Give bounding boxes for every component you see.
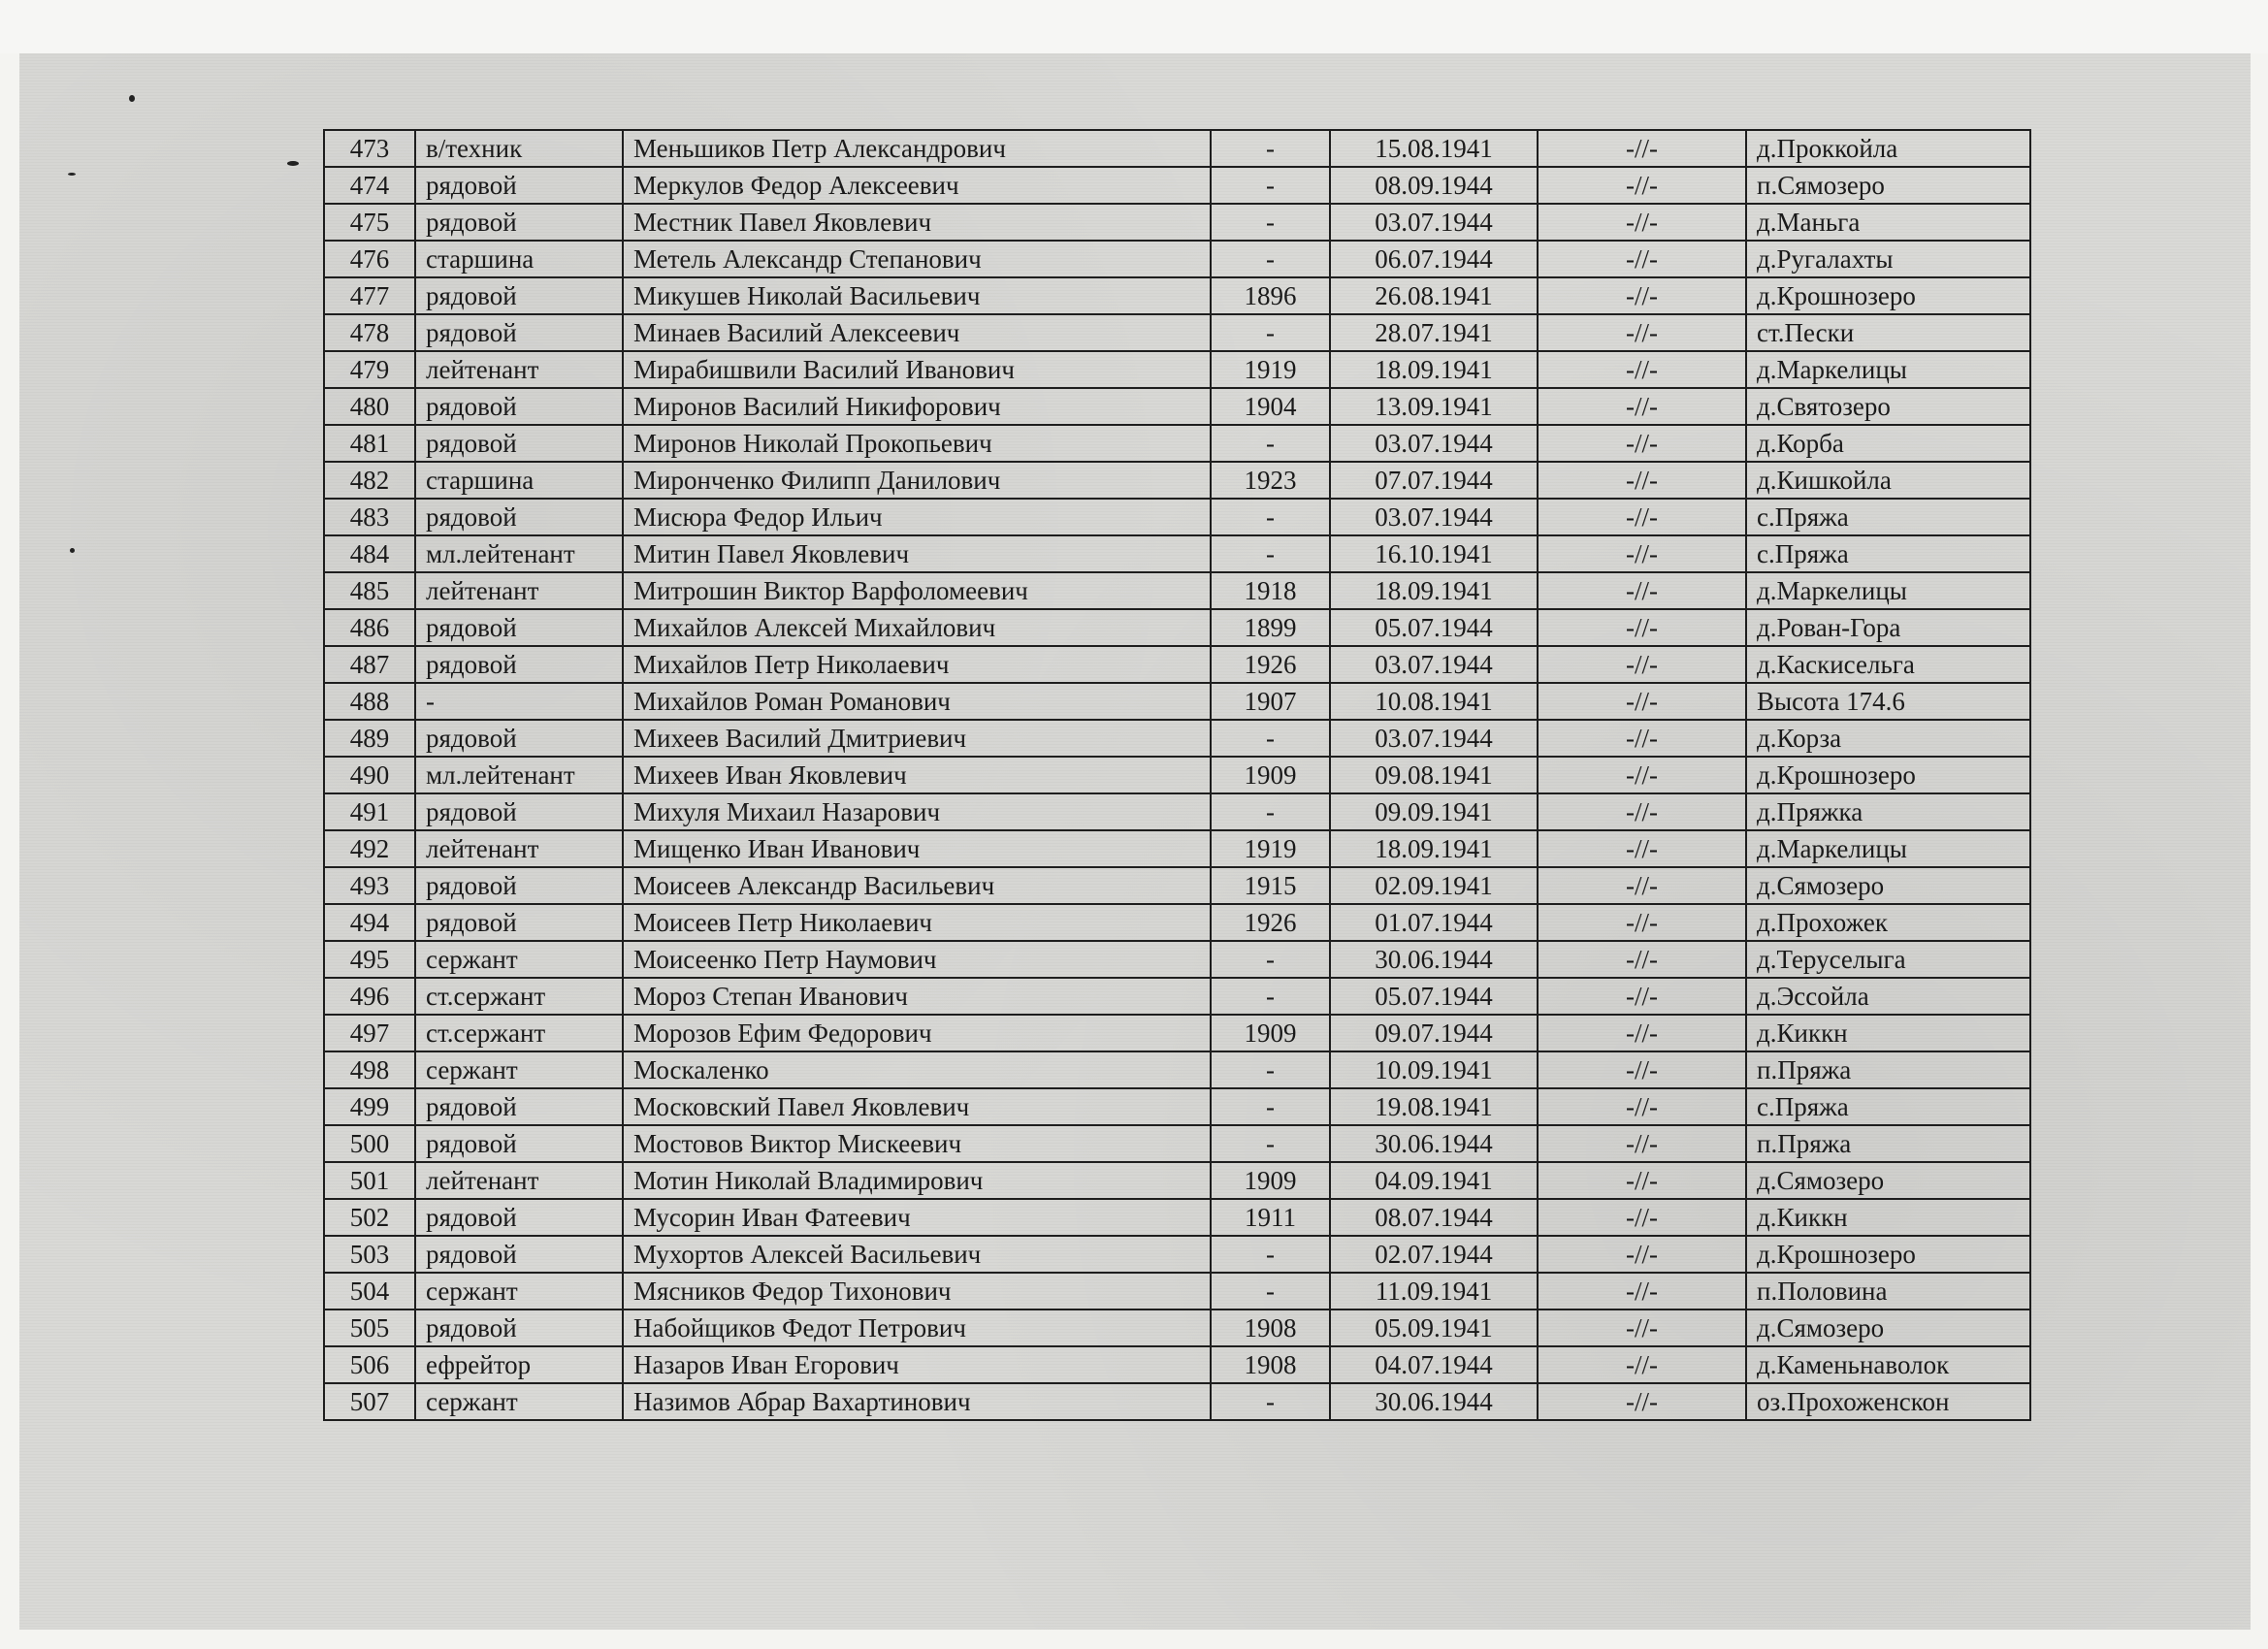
table-row — [324, 720, 2030, 757]
military-rank-cell: сержант — [415, 1273, 623, 1310]
ditto-mark-cell: -//- — [1538, 130, 1746, 167]
table-row — [324, 1383, 2030, 1420]
birth-year-cell: 1915 — [1211, 867, 1330, 904]
full-name-cell: Назимов Абрар Вахартинович — [623, 1383, 1211, 1420]
full-name-cell: Мисюра Федор Ильич — [623, 499, 1211, 535]
scan-top-margin — [0, 0, 2268, 53]
death-date-cell: 05.09.1941 — [1330, 1310, 1538, 1346]
military-rank-cell: рядовой — [415, 167, 623, 204]
record-number-cell: 504 — [324, 1273, 415, 1310]
military-rank-cell: ефрейтор — [415, 1346, 623, 1383]
table-row — [324, 204, 2030, 241]
table-row — [324, 757, 2030, 793]
table-row — [324, 572, 2030, 609]
ditto-mark-cell: -//- — [1538, 867, 1746, 904]
scan-speck — [287, 161, 299, 166]
table-row — [324, 351, 2030, 388]
table-row — [324, 978, 2030, 1015]
burial-place-cell: д.Сямозеро — [1746, 1310, 2030, 1346]
death-date-cell: 18.09.1941 — [1330, 830, 1538, 867]
table-row — [324, 793, 2030, 830]
burial-place-cell: ст.Пески — [1746, 314, 2030, 351]
burial-place-cell: оз.Прохоженскон — [1746, 1383, 2030, 1420]
military-rank-cell: в/техник — [415, 130, 623, 167]
full-name-cell: Миронов Василий Никифорович — [623, 388, 1211, 425]
death-date-cell: 09.08.1941 — [1330, 757, 1538, 793]
ditto-mark-cell: -//- — [1538, 683, 1746, 720]
scan-speck — [129, 95, 135, 102]
military-rank-cell: лейтенант — [415, 351, 623, 388]
burial-place-cell: д.Маркелицы — [1746, 351, 2030, 388]
burial-place-cell: п.Сямозеро — [1746, 167, 2030, 204]
military-rank-cell: сержант — [415, 941, 623, 978]
record-number-cell: 494 — [324, 904, 415, 941]
ditto-mark-cell: -//- — [1538, 204, 1746, 241]
record-number-cell: 480 — [324, 388, 415, 425]
full-name-cell: Мусорин Иван Фатеевич — [623, 1199, 1211, 1236]
death-date-cell: 01.07.1944 — [1330, 904, 1538, 941]
birth-year-cell: 1923 — [1211, 462, 1330, 499]
record-number-cell: 503 — [324, 1236, 415, 1273]
military-rank-cell: рядовой — [415, 314, 623, 351]
death-date-cell: 19.08.1941 — [1330, 1088, 1538, 1125]
birth-year-cell: 1899 — [1211, 609, 1330, 646]
ditto-mark-cell: -//- — [1538, 1051, 1746, 1088]
ditto-mark-cell: -//- — [1538, 1088, 1746, 1125]
full-name-cell: Мороз Степан Иванович — [623, 978, 1211, 1015]
full-name-cell: Михайлов Роман Романович — [623, 683, 1211, 720]
birth-year-cell: 1926 — [1211, 904, 1330, 941]
burial-place-cell: д.Святозеро — [1746, 388, 2030, 425]
death-date-cell: 03.07.1944 — [1330, 204, 1538, 241]
military-rank-cell: рядовой — [415, 867, 623, 904]
burial-place-cell: д.Корба — [1746, 425, 2030, 462]
table-row — [324, 1310, 2030, 1346]
death-date-cell: 13.09.1941 — [1330, 388, 1538, 425]
burial-place-cell: д.Пряжка — [1746, 793, 2030, 830]
ditto-mark-cell: -//- — [1538, 499, 1746, 535]
ditto-mark-cell: -//- — [1538, 978, 1746, 1015]
table-row — [324, 314, 2030, 351]
table-row — [324, 241, 2030, 277]
burial-place-cell: д.Корза — [1746, 720, 2030, 757]
birth-year-cell: - — [1211, 499, 1330, 535]
ditto-mark-cell: -//- — [1538, 1162, 1746, 1199]
birth-year-cell: 1909 — [1211, 1015, 1330, 1051]
record-number-cell: 495 — [324, 941, 415, 978]
ditto-mark-cell: -//- — [1538, 646, 1746, 683]
birth-year-cell: 1919 — [1211, 830, 1330, 867]
record-number-cell: 488 — [324, 683, 415, 720]
military-rank-cell: сержант — [415, 1383, 623, 1420]
military-rank-cell: рядовой — [415, 646, 623, 683]
birth-year-cell: - — [1211, 314, 1330, 351]
burial-place-cell: д.Сямозеро — [1746, 1162, 2030, 1199]
full-name-cell: Меньшиков Петр Александрович — [623, 130, 1211, 167]
table-row — [324, 130, 2030, 167]
military-rank-cell: рядовой — [415, 277, 623, 314]
record-number-cell: 498 — [324, 1051, 415, 1088]
record-number-cell: 497 — [324, 1015, 415, 1051]
birth-year-cell: - — [1211, 241, 1330, 277]
full-name-cell: Мирабишвили Василий Иванович — [623, 351, 1211, 388]
table-row — [324, 904, 2030, 941]
full-name-cell: Мостовов Виктор Мискеевич — [623, 1125, 1211, 1162]
death-date-cell: 02.09.1941 — [1330, 867, 1538, 904]
ditto-mark-cell: -//- — [1538, 1199, 1746, 1236]
table-row — [324, 1015, 2030, 1051]
death-date-cell: 07.07.1944 — [1330, 462, 1538, 499]
birth-year-cell: 1908 — [1211, 1346, 1330, 1383]
table-row — [324, 867, 2030, 904]
full-name-cell: Михеев Василий Дмитриевич — [623, 720, 1211, 757]
burial-place-cell: д.Крошнозеро — [1746, 277, 2030, 314]
birth-year-cell: - — [1211, 535, 1330, 572]
record-number-cell: 473 — [324, 130, 415, 167]
military-rank-cell: рядовой — [415, 904, 623, 941]
ditto-mark-cell: -//- — [1538, 1383, 1746, 1420]
birth-year-cell: - — [1211, 1383, 1330, 1420]
birth-year-cell: 1896 — [1211, 277, 1330, 314]
ditto-mark-cell: -//- — [1538, 793, 1746, 830]
table-row — [324, 1199, 2030, 1236]
burial-place-cell: д.Маньга — [1746, 204, 2030, 241]
record-number-cell: 490 — [324, 757, 415, 793]
record-number-cell: 499 — [324, 1088, 415, 1125]
military-rank-cell: старшина — [415, 241, 623, 277]
death-date-cell: 06.07.1944 — [1330, 241, 1538, 277]
military-rank-cell: рядовой — [415, 388, 623, 425]
record-number-cell: 502 — [324, 1199, 415, 1236]
ditto-mark-cell: -//- — [1538, 1236, 1746, 1273]
record-number-cell: 505 — [324, 1310, 415, 1346]
table-row — [324, 1088, 2030, 1125]
military-rank-cell: рядовой — [415, 1125, 623, 1162]
birth-year-cell: - — [1211, 204, 1330, 241]
ditto-mark-cell: -//- — [1538, 572, 1746, 609]
death-date-cell: 26.08.1941 — [1330, 277, 1538, 314]
burial-place-cell: п.Пряжа — [1746, 1125, 2030, 1162]
military-rank-cell: лейтенант — [415, 572, 623, 609]
record-number-cell: 475 — [324, 204, 415, 241]
ditto-mark-cell: -//- — [1538, 720, 1746, 757]
birth-year-cell: 1904 — [1211, 388, 1330, 425]
birth-year-cell: - — [1211, 793, 1330, 830]
death-date-cell: 04.07.1944 — [1330, 1346, 1538, 1383]
military-rank-cell: ст.сержант — [415, 978, 623, 1015]
table-row — [324, 1273, 2030, 1310]
death-date-cell: 15.08.1941 — [1330, 130, 1538, 167]
full-name-cell: Михайлов Петр Николаевич — [623, 646, 1211, 683]
military-rank-cell: лейтенант — [415, 830, 623, 867]
burial-place-cell: д.Каменьнаволок — [1746, 1346, 2030, 1383]
death-date-cell: 10.08.1941 — [1330, 683, 1538, 720]
military-rank-cell: рядовой — [415, 1088, 623, 1125]
full-name-cell: Назаров Иван Егорович — [623, 1346, 1211, 1383]
burial-place-cell: д.Киккн — [1746, 1015, 2030, 1051]
birth-year-cell: 1926 — [1211, 646, 1330, 683]
ditto-mark-cell: -//- — [1538, 425, 1746, 462]
record-number-cell: 478 — [324, 314, 415, 351]
record-number-cell: 483 — [324, 499, 415, 535]
table-row — [324, 830, 2030, 867]
birth-year-cell: 1908 — [1211, 1310, 1330, 1346]
record-number-cell: 496 — [324, 978, 415, 1015]
burial-place-cell: д.Кишкойла — [1746, 462, 2030, 499]
death-date-cell: 05.07.1944 — [1330, 978, 1538, 1015]
burial-place-cell: д.Киккн — [1746, 1199, 2030, 1236]
death-date-cell: 03.07.1944 — [1330, 425, 1538, 462]
ditto-mark-cell: -//- — [1538, 830, 1746, 867]
burial-place-cell: д.Маркелицы — [1746, 830, 2030, 867]
table-row — [324, 388, 2030, 425]
birth-year-cell: - — [1211, 425, 1330, 462]
full-name-cell: Моисеев Александр Васильевич — [623, 867, 1211, 904]
burial-place-cell: д.Проккойла — [1746, 130, 2030, 167]
full-name-cell: Морозов Ефим Федорович — [623, 1015, 1211, 1051]
full-name-cell: Минаев Василий Алексеевич — [623, 314, 1211, 351]
full-name-cell: Митрошин Виктор Варфоломеевич — [623, 572, 1211, 609]
full-name-cell: Мухортов Алексей Васильевич — [623, 1236, 1211, 1273]
ditto-mark-cell: -//- — [1538, 1273, 1746, 1310]
burial-place-cell: с.Пряжа — [1746, 1088, 2030, 1125]
death-date-cell: 28.07.1941 — [1330, 314, 1538, 351]
death-date-cell: 08.09.1944 — [1330, 167, 1538, 204]
death-date-cell: 03.07.1944 — [1330, 720, 1538, 757]
birth-year-cell: 1918 — [1211, 572, 1330, 609]
military-rank-cell: рядовой — [415, 499, 623, 535]
burial-place-cell: д.Теруселыга — [1746, 941, 2030, 978]
military-rank-cell: ст.сержант — [415, 1015, 623, 1051]
burial-place-cell: д.Сямозеро — [1746, 867, 2030, 904]
birth-year-cell: - — [1211, 1051, 1330, 1088]
table-row — [324, 277, 2030, 314]
military-rank-cell: рядовой — [415, 425, 623, 462]
military-rank-cell: мл.лейтенант — [415, 757, 623, 793]
death-date-cell: 10.09.1941 — [1330, 1051, 1538, 1088]
table-row — [324, 425, 2030, 462]
record-number-cell: 476 — [324, 241, 415, 277]
full-name-cell: Мясников Федор Тихонович — [623, 1273, 1211, 1310]
table-row — [324, 462, 2030, 499]
death-date-cell: 30.06.1944 — [1330, 941, 1538, 978]
full-name-cell: Михеев Иван Яковлевич — [623, 757, 1211, 793]
military-rank-cell: старшина — [415, 462, 623, 499]
record-number-cell: 492 — [324, 830, 415, 867]
death-date-cell: 30.06.1944 — [1330, 1383, 1538, 1420]
table-row — [324, 535, 2030, 572]
military-rank-cell: рядовой — [415, 1236, 623, 1273]
full-name-cell: Мищенко Иван Иванович — [623, 830, 1211, 867]
military-rank-cell: рядовой — [415, 1310, 623, 1346]
death-date-cell: 03.07.1944 — [1330, 499, 1538, 535]
scan-speck — [68, 173, 76, 176]
birth-year-cell: - — [1211, 167, 1330, 204]
birth-year-cell: - — [1211, 1236, 1330, 1273]
burial-place-cell: д.Крошнозеро — [1746, 757, 2030, 793]
record-number-cell: 489 — [324, 720, 415, 757]
death-date-cell: 18.09.1941 — [1330, 572, 1538, 609]
table-row — [324, 646, 2030, 683]
full-name-cell: Меркулов Федор Алексеевич — [623, 167, 1211, 204]
ditto-mark-cell: -//- — [1538, 314, 1746, 351]
table-body — [324, 130, 2030, 1420]
birth-year-cell: 1907 — [1211, 683, 1330, 720]
military-rank-cell: лейтенант — [415, 1162, 623, 1199]
ditto-mark-cell: -//- — [1538, 388, 1746, 425]
birth-year-cell: 1909 — [1211, 757, 1330, 793]
record-number-cell: 479 — [324, 351, 415, 388]
ditto-mark-cell: -//- — [1538, 941, 1746, 978]
full-name-cell: Московский Павел Яковлевич — [623, 1088, 1211, 1125]
military-rank-cell: сержант — [415, 1051, 623, 1088]
military-rank-cell: рядовой — [415, 720, 623, 757]
full-name-cell: Мотин Николай Владимирович — [623, 1162, 1211, 1199]
death-date-cell: 16.10.1941 — [1330, 535, 1538, 572]
record-number-cell: 481 — [324, 425, 415, 462]
burial-place-cell: д.Крошнозеро — [1746, 1236, 2030, 1273]
record-number-cell: 482 — [324, 462, 415, 499]
ditto-mark-cell: -//- — [1538, 609, 1746, 646]
birth-year-cell: - — [1211, 941, 1330, 978]
table-row — [324, 1162, 2030, 1199]
full-name-cell: Миронов Николай Прокопьевич — [623, 425, 1211, 462]
burial-place-cell: п.Половина — [1746, 1273, 2030, 1310]
birth-year-cell: - — [1211, 978, 1330, 1015]
death-date-cell: 09.09.1941 — [1330, 793, 1538, 830]
ditto-mark-cell: -//- — [1538, 277, 1746, 314]
burial-place-cell: д.Ругалахты — [1746, 241, 2030, 277]
birth-year-cell: - — [1211, 720, 1330, 757]
full-name-cell: Михуля Михаил Назарович — [623, 793, 1211, 830]
ditto-mark-cell: -//- — [1538, 1346, 1746, 1383]
record-number-cell: 487 — [324, 646, 415, 683]
record-number-cell: 491 — [324, 793, 415, 830]
birth-year-cell: 1909 — [1211, 1162, 1330, 1199]
full-name-cell: Митин Павел Яковлевич — [623, 535, 1211, 572]
birth-year-cell: 1919 — [1211, 351, 1330, 388]
death-date-cell: 04.09.1941 — [1330, 1162, 1538, 1199]
table-row — [324, 941, 2030, 978]
ditto-mark-cell: -//- — [1538, 1015, 1746, 1051]
death-date-cell: 03.07.1944 — [1330, 646, 1538, 683]
burial-place-cell: с.Пряжа — [1746, 535, 2030, 572]
burial-place-cell: д.Прохожек — [1746, 904, 2030, 941]
ditto-mark-cell: -//- — [1538, 167, 1746, 204]
military-rank-cell: рядовой — [415, 609, 623, 646]
casualty-record-table — [323, 129, 2031, 1421]
record-number-cell: 493 — [324, 867, 415, 904]
ditto-mark-cell: -//- — [1538, 462, 1746, 499]
ditto-mark-cell: -//- — [1538, 1125, 1746, 1162]
record-number-cell: 485 — [324, 572, 415, 609]
ditto-mark-cell: -//- — [1538, 1310, 1746, 1346]
record-number-cell: 506 — [324, 1346, 415, 1383]
record-number-cell: 486 — [324, 609, 415, 646]
death-date-cell: 08.07.1944 — [1330, 1199, 1538, 1236]
burial-place-cell: с.Пряжа — [1746, 499, 2030, 535]
record-number-cell: 477 — [324, 277, 415, 314]
burial-place-cell: Высота 174.6 — [1746, 683, 2030, 720]
death-date-cell: 09.07.1944 — [1330, 1015, 1538, 1051]
record-number-cell: 474 — [324, 167, 415, 204]
record-number-cell: 501 — [324, 1162, 415, 1199]
military-rank-cell: рядовой — [415, 204, 623, 241]
full-name-cell: Михайлов Алексей Михайлович — [623, 609, 1211, 646]
birth-year-cell: - — [1211, 130, 1330, 167]
death-date-cell: 18.09.1941 — [1330, 351, 1538, 388]
birth-year-cell: 1911 — [1211, 1199, 1330, 1236]
military-rank-cell: рядовой — [415, 793, 623, 830]
table-row — [324, 499, 2030, 535]
ditto-mark-cell: -//- — [1538, 757, 1746, 793]
table-row — [324, 167, 2030, 204]
burial-place-cell: д.Маркелицы — [1746, 572, 2030, 609]
table-row — [324, 1125, 2030, 1162]
burial-place-cell: д.Рован-Гора — [1746, 609, 2030, 646]
military-rank-cell: мл.лейтенант — [415, 535, 623, 572]
scan-speck — [70, 548, 75, 553]
ditto-mark-cell: -//- — [1538, 241, 1746, 277]
table-row — [324, 683, 2030, 720]
birth-year-cell: - — [1211, 1125, 1330, 1162]
record-number-cell: 484 — [324, 535, 415, 572]
table-row — [324, 1346, 2030, 1383]
ditto-mark-cell: -//- — [1538, 535, 1746, 572]
record-number-cell: 507 — [324, 1383, 415, 1420]
table-row — [324, 1236, 2030, 1273]
full-name-cell: Моисеенко Петр Наумович — [623, 941, 1211, 978]
military-rank-cell: - — [415, 683, 623, 720]
burial-place-cell: п.Пряжа — [1746, 1051, 2030, 1088]
full-name-cell: Моисеев Петр Николаевич — [623, 904, 1211, 941]
full-name-cell: Местник Павел Яковлевич — [623, 204, 1211, 241]
birth-year-cell: - — [1211, 1088, 1330, 1125]
full-name-cell: Миронченко Филипп Данилович — [623, 462, 1211, 499]
death-date-cell: 02.07.1944 — [1330, 1236, 1538, 1273]
death-date-cell: 05.07.1944 — [1330, 609, 1538, 646]
full-name-cell: Микушев Николай Васильевич — [623, 277, 1211, 314]
birth-year-cell: - — [1211, 1273, 1330, 1310]
death-date-cell: 30.06.1944 — [1330, 1125, 1538, 1162]
ditto-mark-cell: -//- — [1538, 351, 1746, 388]
full-name-cell: Метель Александр Степанович — [623, 241, 1211, 277]
full-name-cell: Набойщиков Федот Петрович — [623, 1310, 1211, 1346]
full-name-cell: Москаленко — [623, 1051, 1211, 1088]
burial-place-cell: д.Каскисельга — [1746, 646, 2030, 683]
ditto-mark-cell: -//- — [1538, 904, 1746, 941]
table-row — [324, 1051, 2030, 1088]
military-rank-cell: рядовой — [415, 1199, 623, 1236]
burial-place-cell: д.Эссойла — [1746, 978, 2030, 1015]
table-row — [324, 609, 2030, 646]
record-number-cell: 500 — [324, 1125, 415, 1162]
death-date-cell: 11.09.1941 — [1330, 1273, 1538, 1310]
